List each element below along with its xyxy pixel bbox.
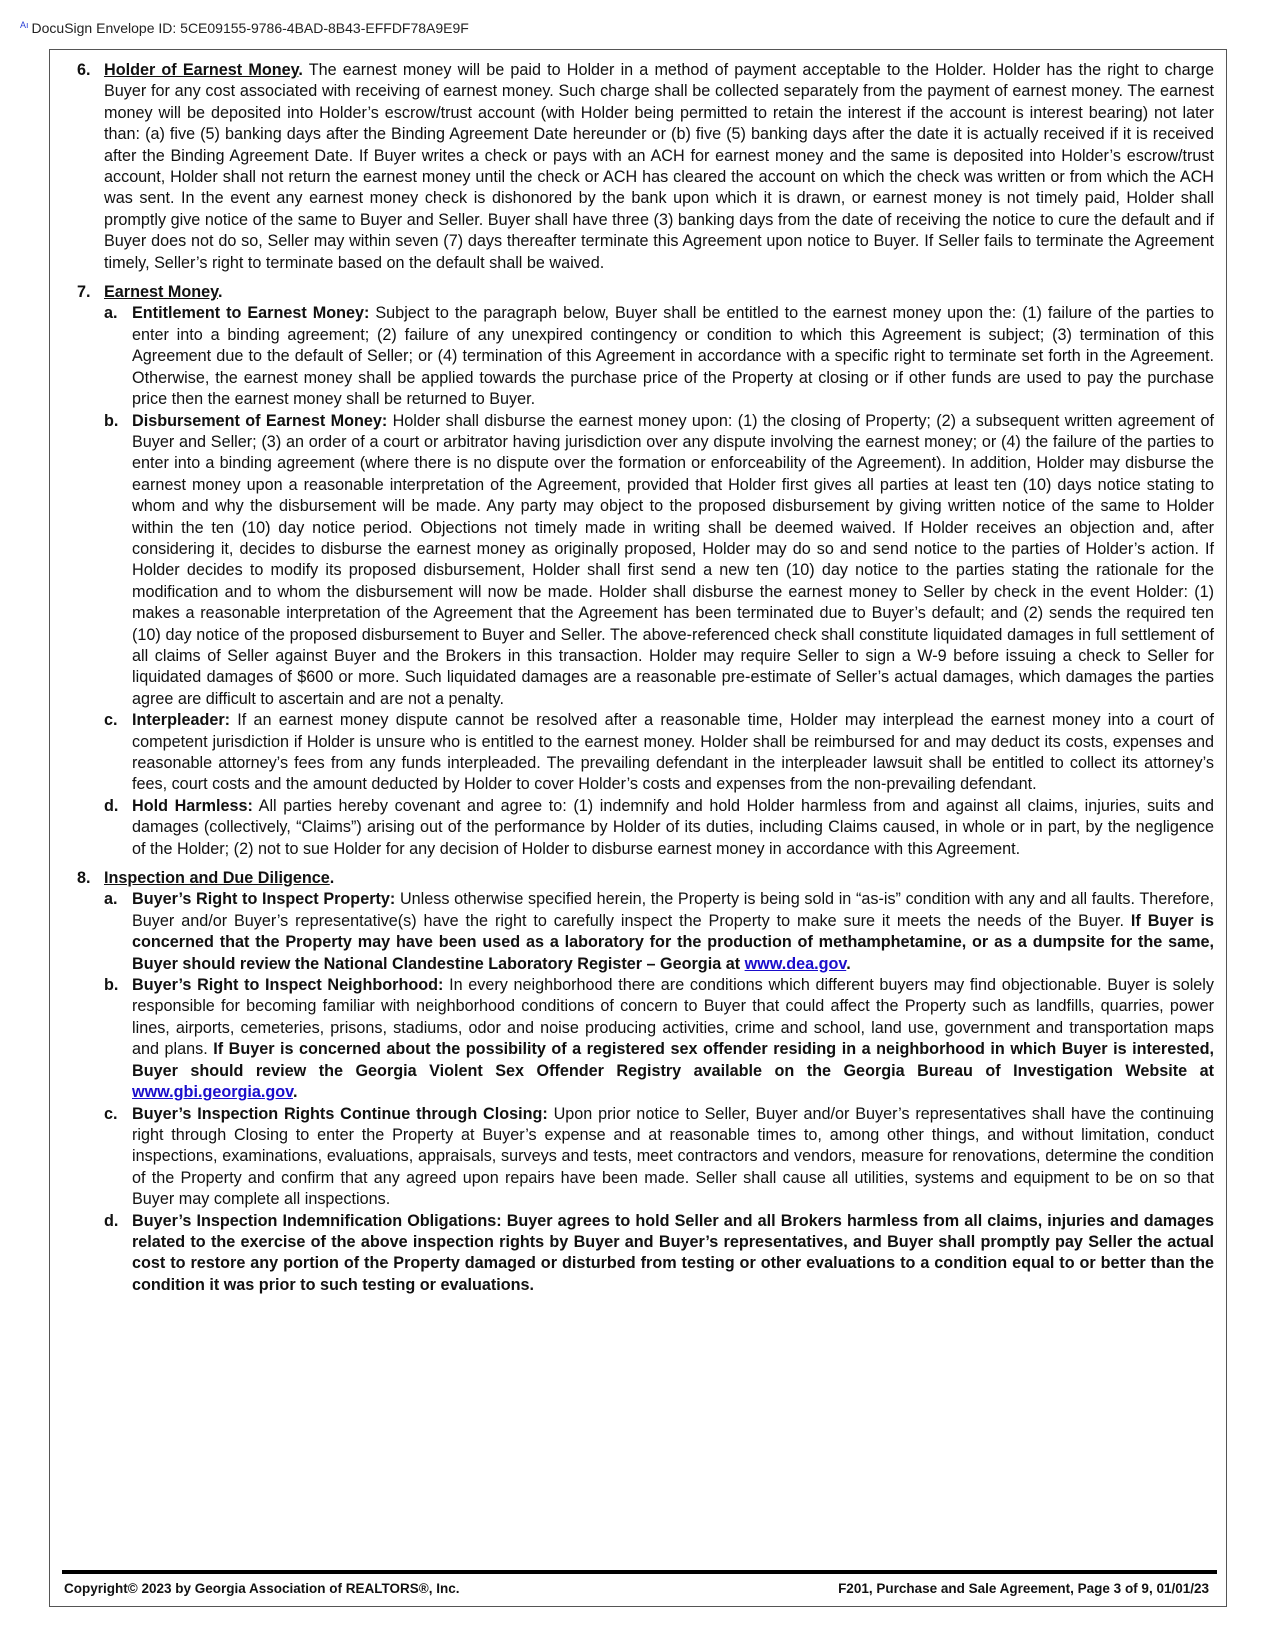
section-8-inspection-due-diligence — [70, 868, 1214, 1296]
subsection-8d-indemnification — [104, 1211, 1214, 1297]
section-6-holder-of-earnest-money — [70, 60, 1214, 274]
subsection-letter: a. — [104, 304, 118, 323]
subsection-letter: d. — [104, 1211, 119, 1230]
subsection-tail: . — [292, 1083, 298, 1102]
dea-gov-link[interactable]: www.dea.gov — [744, 954, 847, 973]
subsection-body: In every neighborhood there are conditions which different buyers may find objectionable. Buyer is solely responsible for becoming familiar with neighborhood conditions of concern to Buyer that could affect the Property such as landfills, quarries, power lines, airports, cemeteries, prisons, stadiums, odor and noise producing activities, crime and school, land use, government and transportation maps and plans. — [132, 976, 1214, 1059]
subsection-letter: c. — [104, 1104, 118, 1123]
subsection-heading: Buyer’s Inspection Indemnification Obligations: — [132, 1211, 502, 1230]
subsection-body: If an earnest money dispute cannot be resolved after a reasonable time, Holder may interplead the earnest money into a court of competent jurisdiction if Holder is unsure who is entitled to the earnest money. Holder shall be reimbursed for and may deduct its costs, expenses and reasonable attorney’s fees from any funds interpleaded. The prevailing defendant in the interpleader lawsuit shall be entitled to collect its attorney’s fees, court costs and the amount deducted by Holder to cover Holder’s costs and expenses from the non-prevailing defendant. — [132, 711, 1214, 794]
section-7-earnest-money — [70, 282, 1214, 860]
subsection-8c-rights-through-closing — [104, 1104, 1214, 1211]
subsection-heading: Interpleader: — [132, 711, 231, 730]
section-number: 7. — [77, 283, 91, 302]
subsection-body: Holder shall disburse the earnest money upon: (1) the closing of Property; (2) a subsequent written agreement of Buyer and Seller; (3) an order of a court or arbitrator having jurisdiction over any dispute involving the earnest money; or (4) the failure of the parties to enter into a binding agreement (where there is no dispute over the formation or enforceability of the Agreement). In addition, Holder may disburse the earnest money upon a reasonable interpretation of the Agreement, provided that Holder first gives all parties at least ten (10) days notice stating to whom and why the disbursement will be made. Any party may object to the proposed disbursement by giving written notice of the same to Holder within the ten (10) day notice period. Objections not timely made in writing shall be deemed waived. If Holder receives an objection and, after considering it, decides to disburse the earnest money as originally proposed, Holder may do so and send notice to the parties of Holder’s action. If Holder decides to modify its proposed disbursement, Holder shall first send a new ten (10) day notice to the parties stating the rationale for the modification and to whom the disbursement will now be made. Holder shall disburse the earnest money to Seller by check in the event Holder: (1) makes a reasonable interpretation of the Agreement that the Agreement has been terminated due to Buyer’s default; and (2) sends the required ten (10) day notice of the proposed disbursement to Buyer and Seller. The above-referenced check shall constitute liquidated damages in full settlement of all claims of Seller against Buyer and the Brokers in this transaction. Holder may require Seller to sign a W-9 before issuing a check to Seller for liquidated damages of $600 or more. Such liquidated damages are a reasonable pre-estimate of Seller’s actual damages, which damages the parties agree are difficult to ascertain and are not a penalty. — [132, 411, 1214, 708]
subsection-heading: Hold Harmless: — [132, 796, 253, 815]
docusign-envelope-header — [20, 20, 469, 36]
subsection-7a-entitlement — [104, 303, 1214, 410]
footer-form-info: F201, Purchase and Sale Agreement, Page 3 of 9, 01/01/23 — [838, 1581, 1209, 1596]
subsection-body: All parties hereby covenant and agree to: (1) indemnify and hold Holder harmless from and against all claims, injuries, suits and damages (collectively, “Claims”) arising out of the performance by Holder of its duties, including Claims caused, in whole or in part, by the negligence of the Holder; (2) not to sue Holder for any decision of Holder to disburse earnest money in accordance with this Agreement. — [132, 796, 1215, 858]
subsection-7c-interpleader — [104, 710, 1214, 796]
docusign-icon: Aı — [20, 20, 29, 30]
section-title: Inspection and Due Diligence — [104, 869, 330, 888]
subsection-letter: c. — [104, 711, 118, 730]
subsection-heading: Disbursement of Earnest Money: — [132, 411, 388, 430]
subsection-7b-disbursement — [104, 411, 1214, 711]
subsection-letter: b. — [104, 976, 119, 995]
subsection-letter: a. — [104, 890, 118, 909]
subsection-letter: d. — [104, 796, 119, 815]
subsection-heading: Entitlement to Earnest Money: — [132, 304, 370, 323]
subsection-body: Subject to the paragraph below, Buyer shall be entitled to the earnest money upon the: (1) failure of the parties to enter into a binding agreement; (2) failure of any unexpired contingency or condition to which this Agreement is subject; (3) termination of this Agreement due to the default of Seller; or (4) termination of this Agreement in accordance with a specific right to terminate set forth in the Agreement. Otherwise, the earnest money shall be applied towards the purchase price of the Property at closing or if other funds are used to pay the purchase price then the earnest money shall be returned to Buyer. — [132, 304, 1214, 409]
section-title-suffix: . — [329, 869, 335, 888]
section-number: 6. — [77, 61, 91, 79]
section-title-suffix: . — [217, 283, 223, 302]
section-number: 8. — [77, 869, 91, 888]
gbi-georgia-gov-link[interactable]: www.gbi.georgia.gov — [132, 1083, 293, 1102]
section-title: Earnest Money — [104, 283, 218, 302]
subsection-tail: . — [846, 954, 851, 973]
section-body: The earnest money will be paid to Holder in a method of payment acceptable to the Holder. Holder has the right to charge Buyer for any cost associated with receiving of earnest money. Such charge shall be collected separately from the payment of earnest money. The earnest money will be deposited into Holder’s escrow/trust account (with Holder being permitted to retain the interest if the account is interest bearing) not later than: (a) five (5) banking days after the Binding Agreement Date hereunder or (b) five (5) banking days after the date it is actually received if it is received after the Binding Agreement Date. If Buyer writes a check or pays with an ACH for earnest money and the same is deposited into Holder’s escrow/trust account, Holder shall not return the earnest money until the check or ACH has cleared the account on which the check was written or from which the ACH was sent. In the event any earnest money check is dishonored by the bank upon which it is drawn, or earnest money is not timely paid, Holder shall promptly give notice of the same to Buyer and Seller. Buyer shall have three (3) banking days from the date of receiving the notice to cure the default and if Buyer does not do so, Seller may within seven (7) days thereafter terminate this Agreement upon notice to Buyer. If Seller fails to terminate the Agreement timely, Seller’s right to terminate based on the default shall be waived. — [104, 61, 1215, 272]
subsection-8a-inspect-property — [104, 889, 1214, 975]
subsection-heading: Buyer’s Right to Inspect Property: — [132, 890, 396, 909]
subsection-7d-hold-harmless — [104, 796, 1214, 860]
footer-copyright: Copyright© 2023 by Georgia Association of REALTORS®, Inc. — [64, 1581, 460, 1596]
footer-divider — [62, 1570, 1217, 1574]
subsection-body: Upon prior notice to Seller, Buyer and/or Buyer’s representatives shall have the continuing right through Closing to enter the Property at Buyer’s expense and at reasonable times to, among other things, and without limitation, conduct inspections, examinations, evaluations, appraisals, surveys and tests, meet contractors and vendors, measure for renovations, determine the condition of the Property and confirm that any agreed upon repairs have been made. Seller shall cause all utilities, systems and equipment to be on so that Buyer may complete all inspections. — [132, 1104, 1214, 1209]
document-body — [70, 60, 1214, 1304]
envelope-id-label: DocuSign Envelope ID: 5CE09155-9786-4BAD-8B43-EFFDF78A9E9F — [31, 20, 469, 36]
subsection-body: Unless otherwise specified herein, the Property is being sold in “as-is” condition with any and all faults. Therefore, Buyer and/or Buyer’s representative(s) have the right to carefully inspect the Property to make sure it meets the needs of the Buyer. — [132, 890, 1214, 930]
subsection-heading: Buyer’s Inspection Rights Continue through Closing: — [132, 1104, 548, 1123]
subsection-letter: b. — [104, 411, 119, 430]
subsection-bold-body: Buyer agrees to hold Seller and all Brokers harmless from all claims, injuries and damages related to the exercise of the above inspection rights by Buyer and Buyer’s representatives, and Buyer shall promptly pay Seller the actual cost to restore any portion of the Property damaged or disturbed from testing or other evaluations to a condition equal to or better than the condition it was prior to such testing or evaluations. — [132, 1211, 1214, 1294]
section-title-suffix: . — [298, 61, 303, 79]
subsection-bold-notice: If Buyer is concerned that the Property may have been used as a laboratory for the production of methamphetamine, or as a dumpsite for the same, Buyer should review the National Clandestine Laboratory Register – Georgia at — [132, 911, 1214, 973]
subsection-bold-notice: If Buyer is concerned about the possibility of a registered sex offender residing in a neighborhood in which Buyer is interested, Buyer should review the Georgia Violent Sex Offender Registry available on the Georgia Bureau of Investigation Website at — [132, 1040, 1214, 1080]
section-title: Holder of Earnest Money — [104, 61, 299, 79]
subsection-heading: Buyer’s Right to Inspect Neighborhood: — [132, 976, 444, 995]
subsection-8b-inspect-neighborhood — [104, 975, 1214, 1103]
